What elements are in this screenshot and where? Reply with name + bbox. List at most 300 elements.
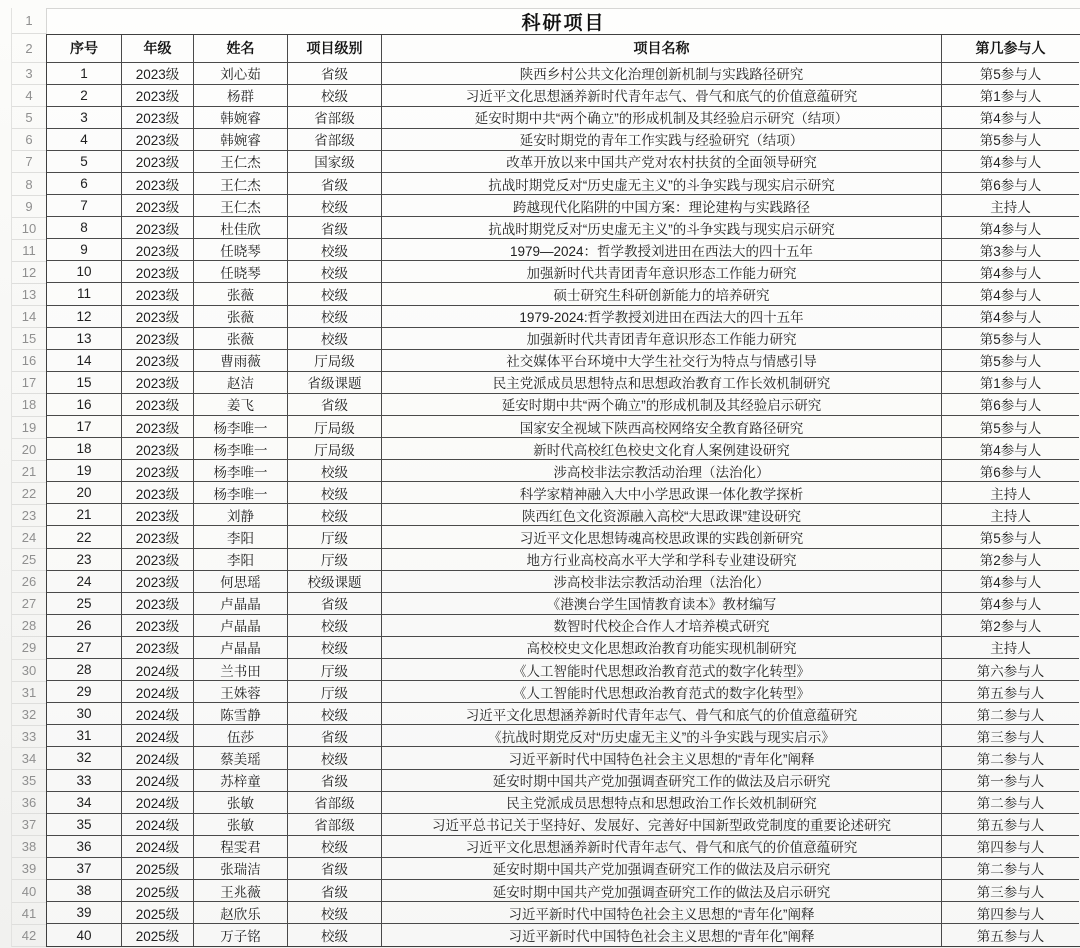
- table-row: [47, 571, 1080, 593]
- cell-participant[interactable]: 第五参与人: [976, 929, 1045, 945]
- cell-name[interactable]: 杨李唯一: [194, 460, 288, 482]
- cell-name[interactable]: 兰书田: [194, 659, 288, 681]
- cell-grade[interactable]: 2025级: [122, 880, 194, 902]
- cell-participant[interactable]: 第二参与人: [942, 792, 1079, 814]
- cell-level[interactable]: 校级: [288, 637, 382, 659]
- cell-grade[interactable]: 2024级: [122, 792, 194, 814]
- cell-project[interactable]: 习近平文化思想涵养新时代青年志气、骨气和底气的价值意蕴研究: [382, 703, 942, 725]
- cell-participant[interactable]: 第5参与人: [942, 129, 1079, 151]
- row-number[interactable]: 42: [12, 925, 46, 947]
- row-number[interactable]: 17: [12, 372, 46, 394]
- cell-participant[interactable]: 第4参与人: [942, 593, 1079, 615]
- row-number[interactable]: 39: [12, 858, 46, 880]
- cell-level[interactable]: 省部级: [288, 814, 382, 836]
- column-header-participant[interactable]: 第几参与人: [942, 35, 1079, 63]
- cell-project[interactable]: 习近平新时代中国特色社会主义思想的“青年化”阐释: [382, 902, 942, 924]
- cell-level[interactable]: 省级课题: [288, 372, 382, 394]
- row-number[interactable]: 20: [12, 439, 46, 461]
- cell-project[interactable]: 习近平文化思想涵养新时代青年志气、骨气和底气的价值意蕴研究: [382, 85, 942, 107]
- cell-participant[interactable]: 主持人: [942, 637, 1079, 659]
- cell-participant[interactable]: 第4参与人: [942, 306, 1079, 328]
- cell-project[interactable]: 《港澳台学生国情教育读本》教材编写: [382, 593, 942, 615]
- cell-grade[interactable]: 2023级: [122, 526, 194, 548]
- row-number[interactable]: 19: [12, 417, 46, 439]
- cell-project[interactable]: 陕西乡村公共文化治理创新机制与实践路径研究: [382, 63, 942, 85]
- cell-grade[interactable]: 2023级: [122, 416, 194, 438]
- cell-seq[interactable]: 11: [47, 283, 122, 305]
- cell-project[interactable]: 新时代高校红色校史文化育人案例建设研究: [382, 438, 942, 460]
- row-number[interactable]: 3: [12, 63, 46, 85]
- cell-grade[interactable]: 2025级: [122, 924, 194, 946]
- cell-name[interactable]: 王仁杰: [194, 195, 288, 217]
- cell-level[interactable]: 厅局级: [288, 416, 382, 438]
- cell-seq[interactable]: 10: [47, 261, 122, 283]
- cell-participant[interactable]: 第5参与人: [942, 328, 1079, 350]
- cell-name[interactable]: 张敏: [194, 814, 288, 836]
- cell-grade[interactable]: 2025级: [122, 858, 194, 880]
- cell-project[interactable]: 抗战时期党反对“历史虚无主义”的斗争实践与现实启示研究: [382, 173, 942, 195]
- cell-project[interactable]: 涉高校非法宗教活动治理（法治化）: [382, 460, 942, 482]
- cell-project[interactable]: 民主党派成员思想特点和思想政治教育工作长效机制研究: [382, 372, 942, 394]
- cell-project[interactable]: 科学家精神融入大中小学思政课一体化教学探析: [382, 482, 942, 504]
- cell-name[interactable]: 王兆薇: [194, 880, 288, 902]
- cell-grade[interactable]: 2023级: [122, 482, 194, 504]
- cell-grade[interactable]: 2024级: [122, 703, 194, 725]
- cell-grade[interactable]: 2023级: [122, 217, 194, 239]
- cell-seq[interactable]: 40: [47, 924, 122, 946]
- cell-seq[interactable]: 18: [47, 438, 122, 460]
- table-row: [47, 615, 1080, 637]
- cell-participant[interactable]: 第1参与人: [942, 85, 1079, 107]
- cell-project[interactable]: 延安时期中共“两个确立”的形成机制及其经验启示研究（结项）: [382, 107, 942, 129]
- cell-project[interactable]: 抗战时期党反对“历史虚无主义”的斗争实践与现实启示研究: [382, 217, 942, 239]
- cell-project[interactable]: 跨越现代化陷阱的中国方案：理论建构与实践路径: [382, 195, 942, 217]
- cell-name[interactable]: 赵洁: [194, 372, 288, 394]
- cell-name[interactable]: 何思瑶: [194, 571, 288, 593]
- cell-seq[interactable]: 22: [47, 526, 122, 548]
- cell-level[interactable]: 厅局级: [288, 438, 382, 460]
- cell-participant[interactable]: 第4参与人: [942, 151, 1079, 173]
- column-header-grade[interactable]: 年级: [122, 35, 194, 63]
- cell-participant[interactable]: 第2参与人: [942, 615, 1079, 637]
- row-number[interactable]: 40: [12, 880, 46, 902]
- row-number[interactable]: 30: [12, 660, 46, 682]
- cell-level[interactable]: 省部级: [288, 129, 382, 151]
- cell-seq[interactable]: 25: [47, 593, 122, 615]
- cell-level[interactable]: 校级: [288, 306, 382, 328]
- column-header-project[interactable]: 项目名称: [382, 35, 942, 63]
- cell-participant[interactable]: 第二参与人: [942, 747, 1079, 769]
- cell-project[interactable]: 习近平总书记关于坚持好、发展好、完善好中国新型政党制度的重要论述研究: [382, 814, 942, 836]
- cell-participant[interactable]: 第4参与人: [942, 438, 1079, 460]
- cell-seq[interactable]: 26: [47, 615, 122, 637]
- cell-grade[interactable]: 2023级: [122, 151, 194, 173]
- cell-project[interactable]: 改革开放以来中国共产党对农村扶贫的全面领导研究: [382, 151, 942, 173]
- cell-seq[interactable]: 33: [47, 770, 122, 792]
- row-number[interactable]: 22: [12, 483, 46, 505]
- cell-participant[interactable]: 第6参与人: [942, 173, 1079, 195]
- cell-level[interactable]: 省级: [288, 394, 382, 416]
- row-number[interactable]: 16: [12, 350, 46, 372]
- cell-project[interactable]: 习近平文化思想铸魂高校思政课的实践创新研究: [382, 526, 942, 548]
- cell-level[interactable]: 国家级: [288, 151, 382, 173]
- row-number[interactable]: 23: [12, 505, 46, 527]
- cell-participant[interactable]: 第六参与人: [942, 659, 1079, 681]
- row-number[interactable]: 34: [12, 748, 46, 770]
- cell-level[interactable]: 校级: [288, 703, 382, 725]
- cell-name[interactable]: 姜飞: [194, 394, 288, 416]
- cell-project[interactable]: 民主党派成员思想特点和思想政治工作长效机制研究: [382, 792, 942, 814]
- table-row: [47, 173, 1080, 195]
- cell-grade[interactable]: 2023级: [122, 504, 194, 526]
- cell-level[interactable]: 校级: [288, 328, 382, 350]
- cell-project[interactable]: 习近平文化思想涵养新时代青年志气、骨气和底气的价值意蕴研究: [382, 836, 942, 858]
- cell-participant[interactable]: 第二参与人: [942, 703, 1079, 725]
- cell-participant[interactable]: 第三参与人: [942, 880, 1079, 902]
- row-number[interactable]: 13: [12, 284, 46, 306]
- cell-participant[interactable]: 第4参与人: [942, 107, 1079, 129]
- cell-name[interactable]: 赵欣乐: [194, 902, 288, 924]
- cell-level[interactable]: 校级: [288, 747, 382, 769]
- row-number[interactable]: 5: [12, 107, 46, 129]
- cell-seq[interactable]: 24: [47, 571, 122, 593]
- cell-seq[interactable]: 39: [47, 902, 122, 924]
- cell-participant[interactable]: 第五参与人: [942, 814, 1079, 836]
- cell-participant[interactable]: 第一参与人: [942, 770, 1079, 792]
- cell-participant[interactable]: 第4参与人: [942, 283, 1079, 305]
- cell-participant[interactable]: 第5参与人: [942, 63, 1079, 85]
- cell-name[interactable]: 杜佳欣: [194, 217, 288, 239]
- cell-name[interactable]: 杨群: [194, 85, 288, 107]
- cell-name[interactable]: 刘心茹: [194, 63, 288, 85]
- cell-level[interactable]: 校级: [288, 239, 382, 261]
- cell-level[interactable]: 校级: [288, 261, 382, 283]
- cell-project[interactable]: 《抗战时期党反对“历史虚无主义”的斗争实践与现实启示》: [382, 725, 942, 747]
- cell-name[interactable]: 蔡美瑶: [194, 747, 288, 769]
- cell-grade[interactable]: 2023级: [122, 195, 194, 217]
- cell-project[interactable]: 延安时期中共“两个确立”的形成机制及其经验启示研究: [382, 394, 942, 416]
- cell-name[interactable]: 杨李唯一: [194, 416, 288, 438]
- cell-level[interactable]: 校级: [288, 283, 382, 305]
- cell-participant[interactable]: 主持人: [942, 504, 1079, 526]
- cell-name[interactable]: 张敏: [194, 792, 288, 814]
- row-number[interactable]: 12: [12, 262, 46, 284]
- row-number[interactable]: 38: [12, 836, 46, 858]
- row-number[interactable]: 31: [12, 682, 46, 704]
- cell-grade[interactable]: 2024级: [122, 814, 194, 836]
- cell-seq[interactable]: 32: [47, 747, 122, 769]
- cell-level[interactable]: 厅局级: [288, 350, 382, 372]
- cell-name[interactable]: 杨李唯一: [194, 438, 288, 460]
- row-number[interactable]: 37: [12, 814, 46, 836]
- row-number[interactable]: 7: [12, 151, 46, 173]
- row-number[interactable]: 18: [12, 394, 46, 416]
- cell-grade[interactable]: 2023级: [122, 372, 194, 394]
- cell-level[interactable]: 校级: [288, 85, 382, 107]
- cell-seq[interactable]: 28: [47, 659, 122, 681]
- column-header-name[interactable]: 姓名: [194, 35, 288, 63]
- cell-seq[interactable]: 13: [47, 328, 122, 350]
- cell-name[interactable]: 张瑞洁: [194, 858, 288, 880]
- cell-seq[interactable]: 17: [47, 416, 122, 438]
- sheet-title[interactable]: 科研项目: [521, 13, 606, 34]
- cell-level[interactable]: 省级: [288, 593, 382, 615]
- cell-project[interactable]: 陕西红色文化资源融入高校“大思政课”建设研究: [382, 504, 942, 526]
- cell-project[interactable]: 习近平新时代中国特色社会主义思想的“青年化”阐释: [382, 747, 942, 769]
- cell-level[interactable]: 校级: [288, 504, 382, 526]
- cell-grade[interactable]: 2023级: [122, 350, 194, 372]
- cell-participant[interactable]: 第4参与人: [942, 217, 1079, 239]
- cell-grade[interactable]: 2023级: [122, 571, 194, 593]
- cell-name[interactable]: 王仁杰: [194, 151, 288, 173]
- cell-name[interactable]: 卢晶晶: [194, 593, 288, 615]
- cell-grade[interactable]: 2023级: [122, 107, 194, 129]
- cell-level[interactable]: 省级: [288, 770, 382, 792]
- cell-grade[interactable]: 2024级: [122, 725, 194, 747]
- cell-project[interactable]: 延安时期中国共产党加强调查研究工作的做法及启示研究: [382, 858, 942, 880]
- row-number[interactable]: 1: [12, 8, 46, 34]
- cell-name[interactable]: 卢晶晶: [194, 637, 288, 659]
- cell-seq[interactable]: 6: [47, 173, 122, 195]
- row-number[interactable]: 24: [12, 527, 46, 549]
- cell-name[interactable]: 张薇: [194, 283, 288, 305]
- table-row: [47, 593, 1080, 615]
- cell-seq[interactable]: 38: [47, 880, 122, 902]
- cell-seq[interactable]: 21: [47, 504, 122, 526]
- cell-seq[interactable]: 29: [47, 681, 122, 703]
- cell-name[interactable]: 张薇: [194, 328, 288, 350]
- cell-seq[interactable]: 20: [47, 482, 122, 504]
- cell-project[interactable]: 国家安全视域下陕西高校网络安全教育路径研究: [382, 416, 942, 438]
- cell-grade[interactable]: 2024级: [122, 747, 194, 769]
- row-number[interactable]: 6: [12, 129, 46, 151]
- cell-level[interactable]: 厅级: [288, 681, 382, 703]
- cell-project[interactable]: 《人工智能时代思想政治教育范式的数字化转型》: [382, 659, 942, 681]
- cell-project[interactable]: 数智时代校企合作人才培养模式研究: [382, 615, 942, 637]
- cell-level[interactable]: 省级: [288, 725, 382, 747]
- cell-name[interactable]: 苏梓童: [194, 770, 288, 792]
- cell-seq[interactable]: 34: [47, 792, 122, 814]
- cell-project[interactable]: 高校校史文化思想政治教育功能实现机制研究: [382, 637, 942, 659]
- cell-seq[interactable]: 15: [47, 372, 122, 394]
- cell-grade[interactable]: 2023级: [122, 438, 194, 460]
- cell-participant[interactable]: 第1参与人: [942, 372, 1079, 394]
- row-number[interactable]: 41: [12, 903, 46, 925]
- cell-name[interactable]: 万子铭: [194, 924, 288, 946]
- cell-seq[interactable]: 7: [47, 195, 122, 217]
- cell-participant[interactable]: 第5参与人: [942, 526, 1079, 548]
- cell-level[interactable]: 省部级: [288, 792, 382, 814]
- cell-name[interactable]: 李阳: [194, 526, 288, 548]
- cell-project[interactable]: 地方行业高校高水平大学和学科专业建设研究: [382, 549, 942, 571]
- cell-grade[interactable]: 2023级: [122, 460, 194, 482]
- cell-project[interactable]: 1979-2024:哲学教授刘进田在西法大的四十五年: [382, 306, 942, 328]
- row-number[interactable]: 14: [12, 306, 46, 328]
- cell-participant[interactable]: 第2参与人: [942, 549, 1079, 571]
- row-number[interactable]: 9: [12, 196, 46, 218]
- cell-project[interactable]: 延安时期中国共产党加强调查研究工作的做法及启示研究: [382, 880, 942, 902]
- cell-grade[interactable]: 2023级: [122, 593, 194, 615]
- row-number[interactable]: 4: [12, 85, 46, 107]
- cell-level[interactable]: 省级: [288, 63, 382, 85]
- cell-level[interactable]: 省部级: [288, 107, 382, 129]
- cell-seq[interactable]: 19: [47, 460, 122, 482]
- cell-grade[interactable]: 2023级: [122, 261, 194, 283]
- table-row: [47, 372, 1080, 394]
- cell-level[interactable]: 省级: [288, 858, 382, 880]
- cell-grade[interactable]: 2023级: [122, 85, 194, 107]
- cell-participant[interactable]: 第四参与人: [942, 836, 1079, 858]
- cell-project[interactable]: 加强新时代共青团青年意识形态工作能力研究: [382, 261, 942, 283]
- cell-seq[interactable]: 16: [47, 394, 122, 416]
- cell-name[interactable]: 刘静: [194, 504, 288, 526]
- cell-project[interactable]: 《人工智能时代思想政治教育范式的数字化转型》: [382, 681, 942, 703]
- cell-participant[interactable]: 主持人: [942, 195, 1079, 217]
- cell-grade[interactable]: 2023级: [122, 173, 194, 195]
- cell-participant[interactable]: 第5参与人: [942, 350, 1079, 372]
- cell-level[interactable]: 校级: [288, 836, 382, 858]
- row-number[interactable]: 10: [12, 218, 46, 240]
- cell-grade[interactable]: 2023级: [122, 328, 194, 350]
- cell-grade[interactable]: 2023级: [122, 394, 194, 416]
- row-number[interactable]: 35: [12, 770, 46, 792]
- row-number[interactable]: 29: [12, 637, 46, 659]
- table-row: [47, 261, 1080, 283]
- cell-project[interactable]: 1979—2024：哲学教授刘进田在西法大的四十五年: [382, 239, 942, 261]
- cell-seq[interactable]: 35: [47, 814, 122, 836]
- row-number[interactable]: 2: [12, 34, 46, 63]
- cell-grade[interactable]: 2024级: [122, 659, 194, 681]
- cell-project[interactable]: 延安时期中国共产党加强调查研究工作的做法及启示研究: [382, 770, 942, 792]
- cell-level[interactable]: 省级: [288, 173, 382, 195]
- cell-participant[interactable]: 第4参与人: [942, 571, 1079, 593]
- cell-level[interactable]: 校级: [288, 460, 382, 482]
- cell-seq[interactable]: 2: [47, 85, 122, 107]
- cell-level[interactable]: 厅级: [288, 549, 382, 571]
- table-row: [47, 217, 1080, 239]
- cell-name[interactable]: 程雯君: [194, 836, 288, 858]
- cell-grade[interactable]: 2023级: [122, 615, 194, 637]
- cell-seq[interactable]: 9: [47, 239, 122, 261]
- cell-project[interactable]: 延安时期党的青年工作实践与经验研究（结项）: [382, 129, 942, 151]
- cell-participant[interactable]: 第二参与人: [942, 858, 1079, 880]
- cell-name[interactable]: 陈雪静: [194, 703, 288, 725]
- row-number[interactable]: 11: [12, 240, 46, 262]
- cell-seq[interactable]: 4: [47, 129, 122, 151]
- cell-participant[interactable]: 第6参与人: [942, 460, 1079, 482]
- cell-name[interactable]: 王姝蓉: [194, 681, 288, 703]
- cell-seq[interactable]: 31: [47, 725, 122, 747]
- cell-level[interactable]: 省级: [288, 880, 382, 902]
- cell-project[interactable]: 习近平新时代中国特色社会主义思想的“青年化”阐释: [382, 924, 942, 946]
- cell-grade[interactable]: 2023级: [122, 283, 194, 305]
- cell-name[interactable]: 任晓琴: [194, 239, 288, 261]
- cell-seq[interactable]: 23: [47, 549, 122, 571]
- cell-name[interactable]: 卢晶晶: [194, 615, 288, 637]
- cell-name[interactable]: 伍莎: [194, 725, 288, 747]
- cell-participant[interactable]: 第3参与人: [942, 239, 1079, 261]
- cell-grade[interactable]: 2024级: [122, 681, 194, 703]
- cell-participant[interactable]: 第6参与人: [942, 394, 1079, 416]
- row-number[interactable]: 15: [12, 328, 46, 350]
- cell-seq[interactable]: 1: [47, 63, 122, 85]
- cell-seq[interactable]: 14: [47, 350, 122, 372]
- cell-project[interactable]: 涉高校非法宗教活动治理（法治化）: [382, 571, 942, 593]
- cell-grade[interactable]: 2023级: [122, 306, 194, 328]
- cell-level[interactable]: 校级: [288, 615, 382, 637]
- cell-seq[interactable]: 5: [47, 151, 122, 173]
- table-row: [47, 770, 1080, 792]
- cell-level[interactable]: 厅级: [288, 526, 382, 548]
- row-number[interactable]: 33: [12, 726, 46, 748]
- cell-participant[interactable]: 第四参与人: [942, 902, 1079, 924]
- cell-level[interactable]: 校级: [288, 902, 382, 924]
- row-number[interactable]: 27: [12, 593, 46, 615]
- cell-seq[interactable]: 12: [47, 306, 122, 328]
- cell-level[interactable]: 校级: [288, 924, 382, 946]
- column-header-seq[interactable]: 序号: [47, 35, 122, 63]
- cell-name[interactable]: 韩婉睿: [194, 107, 288, 129]
- cell-grade[interactable]: 2025级: [122, 902, 194, 924]
- cell-participant[interactable]: 第4参与人: [942, 261, 1079, 283]
- cell-grade[interactable]: 2023级: [122, 637, 194, 659]
- row-number[interactable]: 8: [12, 173, 46, 195]
- cell-project[interactable]: 加强新时代共青团青年意识形态工作能力研究: [382, 328, 942, 350]
- cell-participant[interactable]: 第5参与人: [942, 416, 1079, 438]
- cell-level[interactable]: 校级: [288, 195, 382, 217]
- row-number[interactable]: 36: [12, 792, 46, 814]
- table-grid: [46, 34, 1080, 947]
- cell-seq[interactable]: 37: [47, 858, 122, 880]
- cell-name[interactable]: 李阳: [194, 549, 288, 571]
- table-row: [47, 394, 1080, 416]
- cell-project[interactable]: 社交媒体平台环境中大学生社交行为特点与情感引导: [382, 350, 942, 372]
- cell-name[interactable]: 张薇: [194, 306, 288, 328]
- cell-seq[interactable]: 27: [47, 637, 122, 659]
- cell-grade[interactable]: 2023级: [122, 239, 194, 261]
- cell-grade[interactable]: 2024级: [122, 836, 194, 858]
- column-header-level[interactable]: 项目级别: [288, 35, 382, 63]
- cell-participant[interactable]: 主持人: [942, 482, 1079, 504]
- cell-name[interactable]: 韩婉睿: [194, 129, 288, 151]
- cell-name[interactable]: 任晓琴: [194, 261, 288, 283]
- row-number[interactable]: 28: [12, 615, 46, 637]
- row-number[interactable]: 21: [12, 461, 46, 483]
- cell-level[interactable]: 校级: [288, 482, 382, 504]
- cell-seq[interactable]: 36: [47, 836, 122, 858]
- cell-level[interactable]: 省级: [288, 217, 382, 239]
- cell-seq[interactable]: 8: [47, 217, 122, 239]
- cell-name[interactable]: 王仁杰: [194, 173, 288, 195]
- cell-level[interactable]: 厅级: [288, 659, 382, 681]
- cell-seq[interactable]: 3: [47, 107, 122, 129]
- row-number[interactable]: 26: [12, 571, 46, 593]
- cell-seq[interactable]: 30: [47, 703, 122, 725]
- cell-name[interactable]: 曹雨薇: [194, 350, 288, 372]
- cell-grade[interactable]: 2023级: [122, 63, 194, 85]
- cell-project[interactable]: 硕士研究生科研创新能力的培养研究: [382, 283, 942, 305]
- cell-participant[interactable]: 第五参与人: [942, 681, 1079, 703]
- cell-level[interactable]: 校级课题: [288, 571, 382, 593]
- cell-grade[interactable]: 2023级: [122, 549, 194, 571]
- cell-name[interactable]: 杨李唯一: [194, 482, 288, 504]
- row-number[interactable]: 32: [12, 704, 46, 726]
- cell-grade[interactable]: 2024级: [122, 770, 194, 792]
- row-number[interactable]: 25: [12, 549, 46, 571]
- cell-grade[interactable]: 2023级: [122, 129, 194, 151]
- cell-participant[interactable]: 第三参与人: [942, 725, 1079, 747]
- table-row: [47, 836, 1080, 858]
